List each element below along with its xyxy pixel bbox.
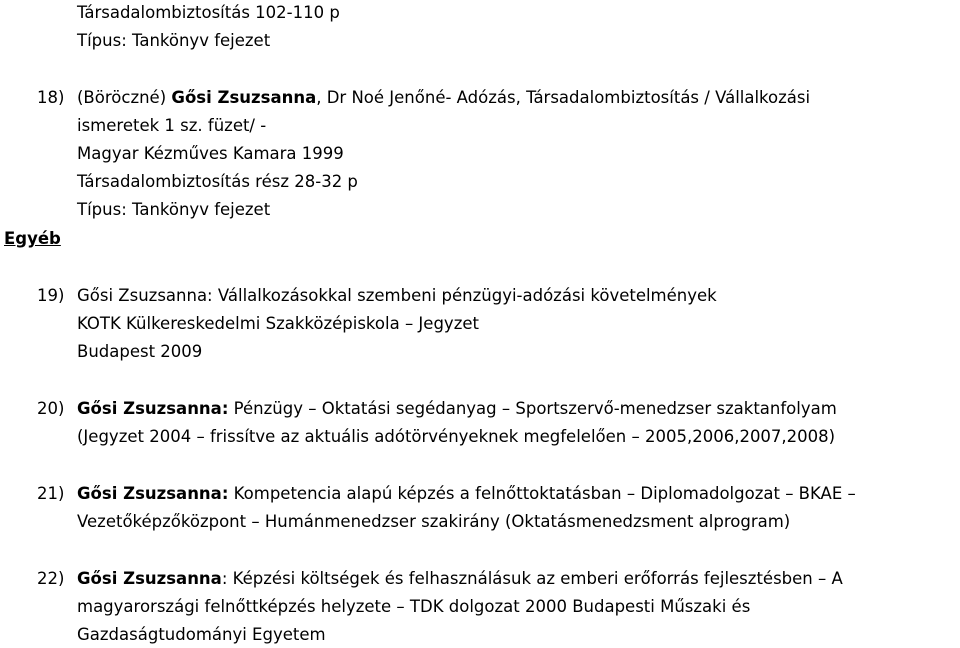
entry-20-line-2: (Jegyzet 2004 – frissítve az aktuális adótörvényeknek megfelelően – 2005,2006,2007,2008) [77,427,836,446]
entry-19-line-3: Budapest 2009 [77,342,203,361]
entry-22-line-2: magyarországi felnőttképzés helyzete – TDK dolgozat 2000 Budapesti Műszaki és [77,597,751,616]
entry-21-rest: Kompetencia alapú képzés a felnőttoktatásban – Diplomadolgozat – BKAE – [228,484,856,503]
entry-19-line-1: Gősi Zsuzsanna: Vállalkozásokkal szembeni pénzügyi-adózási követelmények [77,286,717,305]
section-label-egyeb: Egyéb [4,229,61,248]
entry-18-pre: (Böröczné) [77,88,172,107]
entry-18-author: Gősi Zsuzsanna [171,88,317,107]
entry-19-number: 19) [37,286,65,305]
entry-20-author: Gősi Zsuzsanna: [77,399,229,418]
entry-21-line-2: Vezetőképzőközpont – Humánmenedzser szakirány (Oktatásmenedzsment alprogram) [77,512,791,531]
entry-20-number: 20) [37,399,65,418]
entry-22-author: Gősi Zsuzsanna [77,569,222,588]
entry-18-line-2: ismeretek 1 sz. füzet/ - [77,116,267,135]
top-line-2: Típus: Tankönyv fejezet [77,31,271,50]
top-line-1: Társadalombiztosítás 102-110 p [77,3,340,22]
entry-21-number: 21) [37,484,65,503]
entry-18-line-3: Magyar Kézműves Kamara 1999 [77,144,344,163]
entry-18-line-1 [77,90,810,107]
entry-22-line-1 [77,571,843,588]
entry-22-rest: : Képzési költségek és felhasználásuk az emberi erőforrás fejlesztésben – A [221,569,843,588]
entry-18-line-5: Típus: Tankönyv fejezet [77,200,271,219]
entry-21-line-1 [77,486,856,503]
entry-20-line-1 [77,401,837,418]
entry-18-rest: , Dr Noé Jenőné- Adózás, Társadalombiztosítás / Vállalkozási [316,88,811,107]
entry-19-line-2: KOTK Külkereskedelmi Szakközépiskola – Jegyzet [77,314,479,333]
entry-22-line-3: Gazdaságtudományi Egyetem [77,625,326,644]
entry-18-number: 18) [37,88,65,107]
entry-20-rest: Pénzügy – Oktatási segédanyag – Sportszervő-menedzser szaktanfolyam [228,399,837,418]
entry-18-line-4: Társadalombiztosítás rész 28-32 p [77,172,358,191]
entry-22-number: 22) [37,569,65,588]
entry-21-author: Gősi Zsuzsanna: [77,484,229,503]
